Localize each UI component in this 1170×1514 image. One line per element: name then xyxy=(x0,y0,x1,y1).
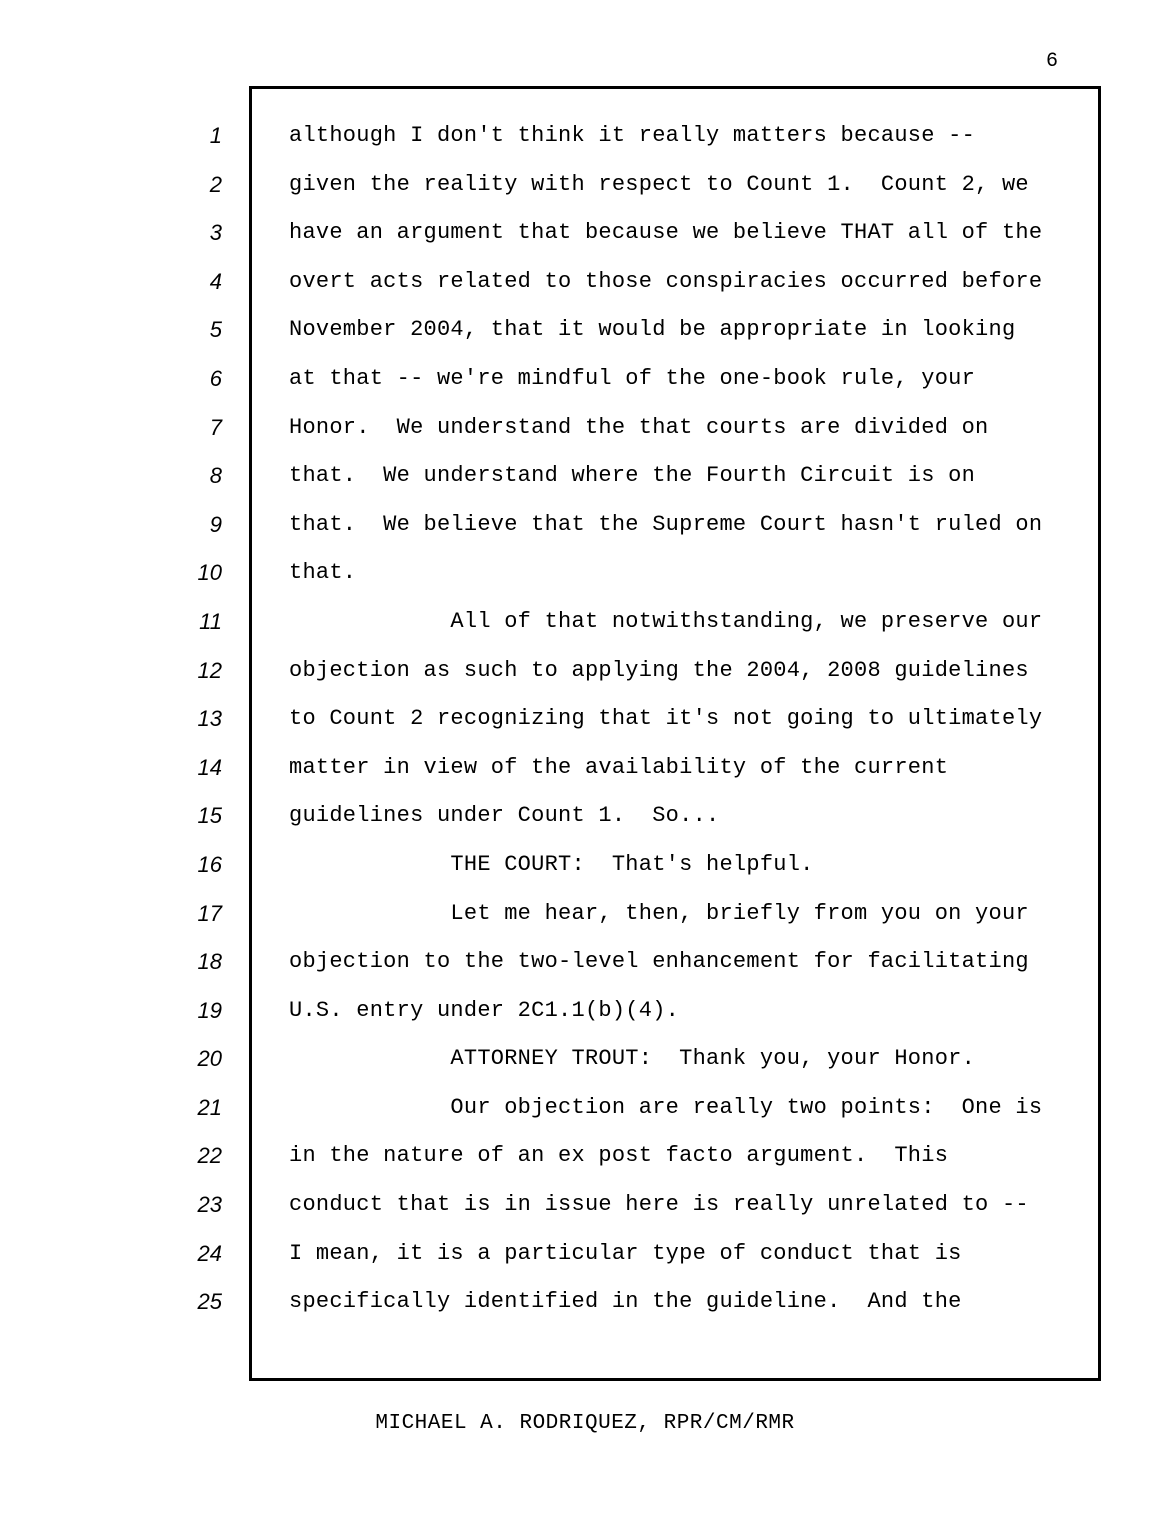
line-number: 9 xyxy=(209,511,222,537)
line-number: 24 xyxy=(197,1240,222,1266)
line-number: 4 xyxy=(209,268,222,294)
line-number: 7 xyxy=(209,414,222,440)
line-number-column xyxy=(150,112,222,1327)
line-number: 5 xyxy=(209,317,222,343)
transcript-line: November 2004, that it would be appropriate in looking xyxy=(289,317,1016,343)
transcript-line: that. We understand where the Fourth Circuit is on xyxy=(289,463,976,489)
transcript-text xyxy=(289,112,1089,1327)
line-number: 10 xyxy=(197,560,222,586)
line-number: 20 xyxy=(197,1046,222,1072)
transcript-line: guidelines under Count 1. So... xyxy=(289,803,720,829)
transcript-line: overt acts related to those conspiracies occurred before xyxy=(289,268,1043,294)
line-number: 16 xyxy=(197,851,222,877)
line-number: 13 xyxy=(197,706,222,732)
transcript-line: that. xyxy=(289,560,357,586)
transcript-line: in the nature of an ex post facto argument. This xyxy=(289,1143,949,1169)
line-number: 8 xyxy=(209,463,222,489)
line-number: 11 xyxy=(199,608,222,634)
line-number: 6 xyxy=(209,365,222,391)
line-number: 15 xyxy=(197,803,222,829)
transcript-line: All of that notwithstanding, we preserve our xyxy=(289,608,1043,634)
transcript-line: conduct that is in issue here is really unrelated to -- xyxy=(289,1192,1029,1218)
line-number: 25 xyxy=(197,1289,222,1315)
transcript-line: objection to the two-level enhancement for facilitating xyxy=(289,949,1029,975)
transcript-line: to Count 2 recognizing that it's not going to ultimately xyxy=(289,706,1043,732)
line-number: 22 xyxy=(197,1143,222,1169)
transcript-line: matter in view of the availability of the current xyxy=(289,754,949,780)
page-number: 6 xyxy=(1045,50,1058,73)
transcript-line: given the reality with respect to Count 1. Count 2, we xyxy=(289,171,1029,197)
transcript-line: U.S. entry under 2C1.1(b)(4). xyxy=(289,997,680,1023)
line-number: 14 xyxy=(197,754,222,780)
transcript-line: specifically identified in the guideline. And the xyxy=(289,1289,962,1315)
line-number: 19 xyxy=(197,997,222,1023)
line-number: 12 xyxy=(197,657,222,683)
transcript-line: although I don't think it really matters because -- xyxy=(289,123,976,148)
line-number: 17 xyxy=(197,900,222,926)
transcript-line: objection as such to applying the 2004, 2008 guidelines xyxy=(289,657,1029,683)
transcript-line: THE COURT: That's helpful. xyxy=(289,851,814,877)
transcript-line: that. We believe that the Supreme Court hasn't ruled on xyxy=(289,511,1043,537)
transcript-line: at that -- we're mindful of the one-book rule, your xyxy=(289,365,976,391)
transcript-line: Honor. We understand the that courts are divided on xyxy=(289,414,989,440)
transcript-line: I mean, it is a particular type of conduct that is xyxy=(289,1240,962,1266)
transcript-line: Our objection are really two points: One is xyxy=(289,1094,1043,1120)
line-number: 3 xyxy=(209,220,222,246)
transcript-line: have an argument that because we believe THAT all of the xyxy=(289,220,1043,246)
transcript-line: Let me hear, then, briefly from you on your xyxy=(289,900,1029,926)
reporter-footer: MICHAEL A. RODRIQUEZ, RPR/CM/RMR xyxy=(375,1412,795,1435)
line-number: 21 xyxy=(197,1094,222,1120)
line-number: 23 xyxy=(197,1192,222,1218)
transcript-line: ATTORNEY TROUT: Thank you, your Honor. xyxy=(289,1046,976,1072)
line-number: 1 xyxy=(209,123,222,148)
line-number: 18 xyxy=(197,949,222,975)
line-number: 2 xyxy=(209,171,222,197)
